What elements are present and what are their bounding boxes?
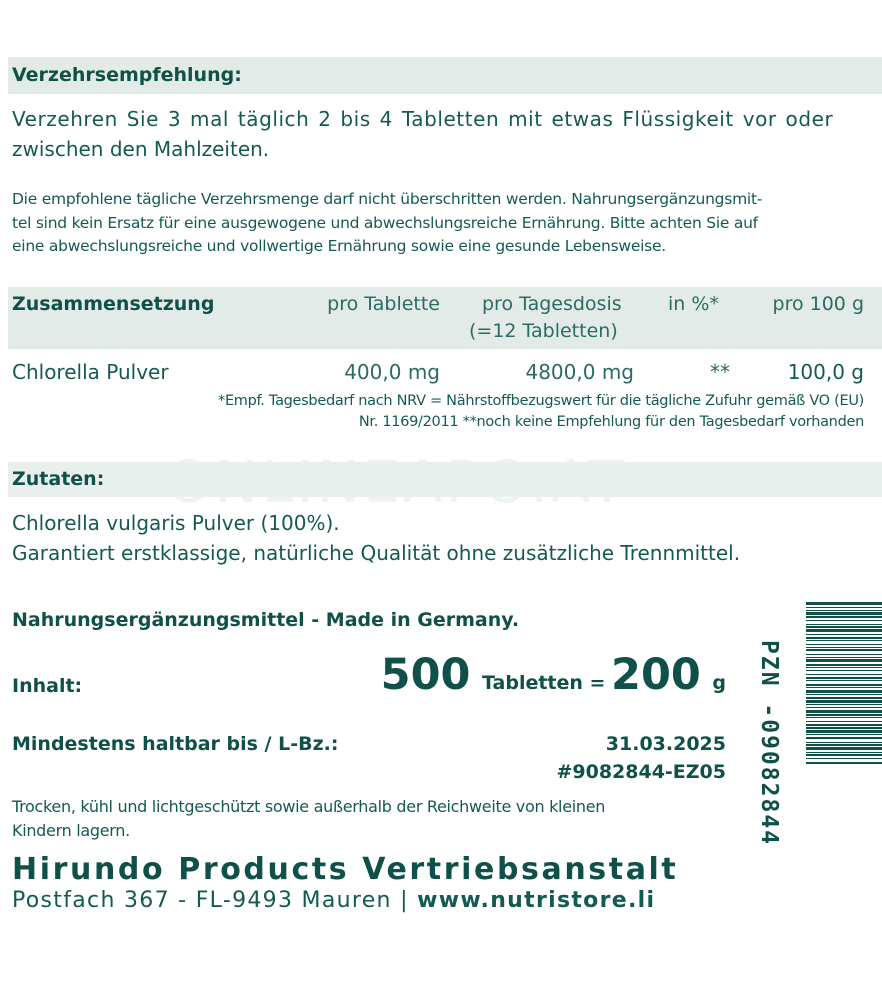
barcode-bar [806,616,882,618]
header-per-daily-dose: pro Tagesdosis [482,293,622,315]
barcode-bar [806,714,882,716]
consumption-warning [12,188,762,259]
barcode-bar [806,762,882,764]
ingredients-line-1: Chlorella vulgaris Pulver (100%). [12,511,340,535]
warning-line-3: eine abwechslungsreiche und vollwertige Ernährung sowie eine gesunde Lebensweise. [12,237,666,255]
barcode-bar [806,742,882,743]
barcode-bar [806,620,882,621]
barcode [806,600,882,918]
barcode-bar [806,734,882,735]
barcode-bar [806,640,882,641]
barcode-bar [806,610,882,611]
barcode-bar [806,697,882,699]
barcode-bar [806,637,882,639]
barcode-bar [806,704,882,705]
barcode-bar [806,634,882,635]
barcode-bar [806,607,882,608]
weight-value: 200 [611,650,701,700]
composition-heading: Zusammensetzung [12,293,215,315]
barcode-bar [806,612,882,615]
barcode-bar [806,710,882,713]
consumption-line-2: zwischen den Mahlzeiten. [12,137,270,161]
best-before-label: Mindestens haltbar bis / L-Bz.: [12,733,339,755]
storage-line-2: Kindern lagern. [12,821,130,840]
barcode-bar [806,717,882,718]
content-label: Inhalt: [12,675,83,697]
barcode-bar [806,677,882,679]
header-per-100g: pro 100 g [772,293,864,315]
barcode-bar [806,667,882,668]
company-address: Postfach 367 - FL-9493 Mauren | [12,888,418,913]
consumption-text [12,104,833,164]
company-name: Hirundo Products Vertriebsanstalt [12,852,679,887]
composition-header-band [8,287,882,349]
barcode-bar [806,644,882,645]
consumption-heading-band [8,57,882,94]
company-address-line [12,888,655,913]
barcode-bar [806,670,882,671]
barcode-bar [806,654,882,655]
barcode-bar [806,680,882,681]
ingredients-line-2: Garantiert erstklassige, natürliche Qualität ohne zusätzliche Trennmittel. [12,541,741,565]
barcode-bar [806,626,882,628]
tablet-count: 500 [380,650,471,700]
barcode-bar [806,758,882,759]
composition-footnote-2: Nr. 1169/2011 **noch keine Empfehlung für den Tagesbedarf vorhanden [358,414,864,430]
barcode-bar [806,657,882,658]
barcode-bar [806,674,882,675]
barcode-bar [806,690,882,693]
row-name: Chlorella Pulver [12,360,169,384]
made-in-germany: Nahrungsergänzungsmittel - Made in Germany. [12,609,520,631]
consumption-heading: Verzehrsempfehlung: [12,64,242,86]
barcode-bar [806,747,882,750]
barcode-bar [806,724,882,726]
barcode-bar [806,752,882,753]
barcode-bar [806,737,882,739]
barcode-bar [806,700,882,703]
row-per-100g: 100,0 g [787,360,864,384]
barcode-bar [806,687,882,688]
header-per-daily-dose-sub: (=12 Tabletten) [469,320,618,342]
barcode-bar [806,629,882,632]
barcode-bar [806,727,882,729]
content-amount [381,650,726,700]
barcode-bar [806,730,882,733]
barcode-bar [806,721,882,722]
company-website[interactable]: www.nutristore.li [417,888,656,913]
composition-footnote-1: *Empf. Tagesbedarf nach NRV = Nährstoffbezugswert für die tägliche Zufuhr gemäß VO (EU) [218,393,864,409]
barcode-bar [806,602,882,605]
storage-line-1: Trocken, kühl und lichtgeschützt sowie außerhalb der Reichweite von kleinen [12,797,606,816]
weight-unit: g [712,672,726,694]
ingredients-text [12,508,740,568]
row-per-tablet: 400,0 mg [344,360,440,384]
row-percent: ** [710,360,730,384]
ingredients-heading: Zutaten: [12,468,105,490]
ingredients-heading-band [8,462,882,497]
barcode-bar [806,664,882,666]
barcode-bar [806,624,882,625]
storage-text [12,795,605,843]
barcode-bar [806,707,882,708]
barcode-bar [806,649,882,651]
lot-number: #9082844-EZ05 [556,761,726,783]
header-percent: in %* [668,293,719,315]
warning-line-1: Die empfohlene tägliche Verzehrsmenge darf nicht überschritten werden. Nahrungsergänzungsmit- [12,190,763,208]
barcode-bar [806,694,882,695]
best-before-date: 31.03.2025 [605,733,726,755]
barcode-bar [806,684,882,686]
barcode-bar [806,647,882,648]
barcode-bar [806,754,882,756]
consumption-line-1: Verzehren Sie 3 mal täglich 2 bis 4 Tabletten mit etwas Flüssigkeit vor oder [12,107,834,131]
warning-line-2: tel sind kein Ersatz für eine ausgewogene und abwechslungsreiche Ernährung. Bitte achten Sie auf [12,213,758,232]
header-per-tablet: pro Tablette [327,293,440,315]
barcode-bar [806,659,882,662]
barcode-bar [806,744,882,746]
tablet-unit: Tabletten = [482,672,606,694]
row-per-daily-dose: 4800,0 mg [525,360,634,384]
pzn-label: PZN -09082844 [756,640,782,847]
